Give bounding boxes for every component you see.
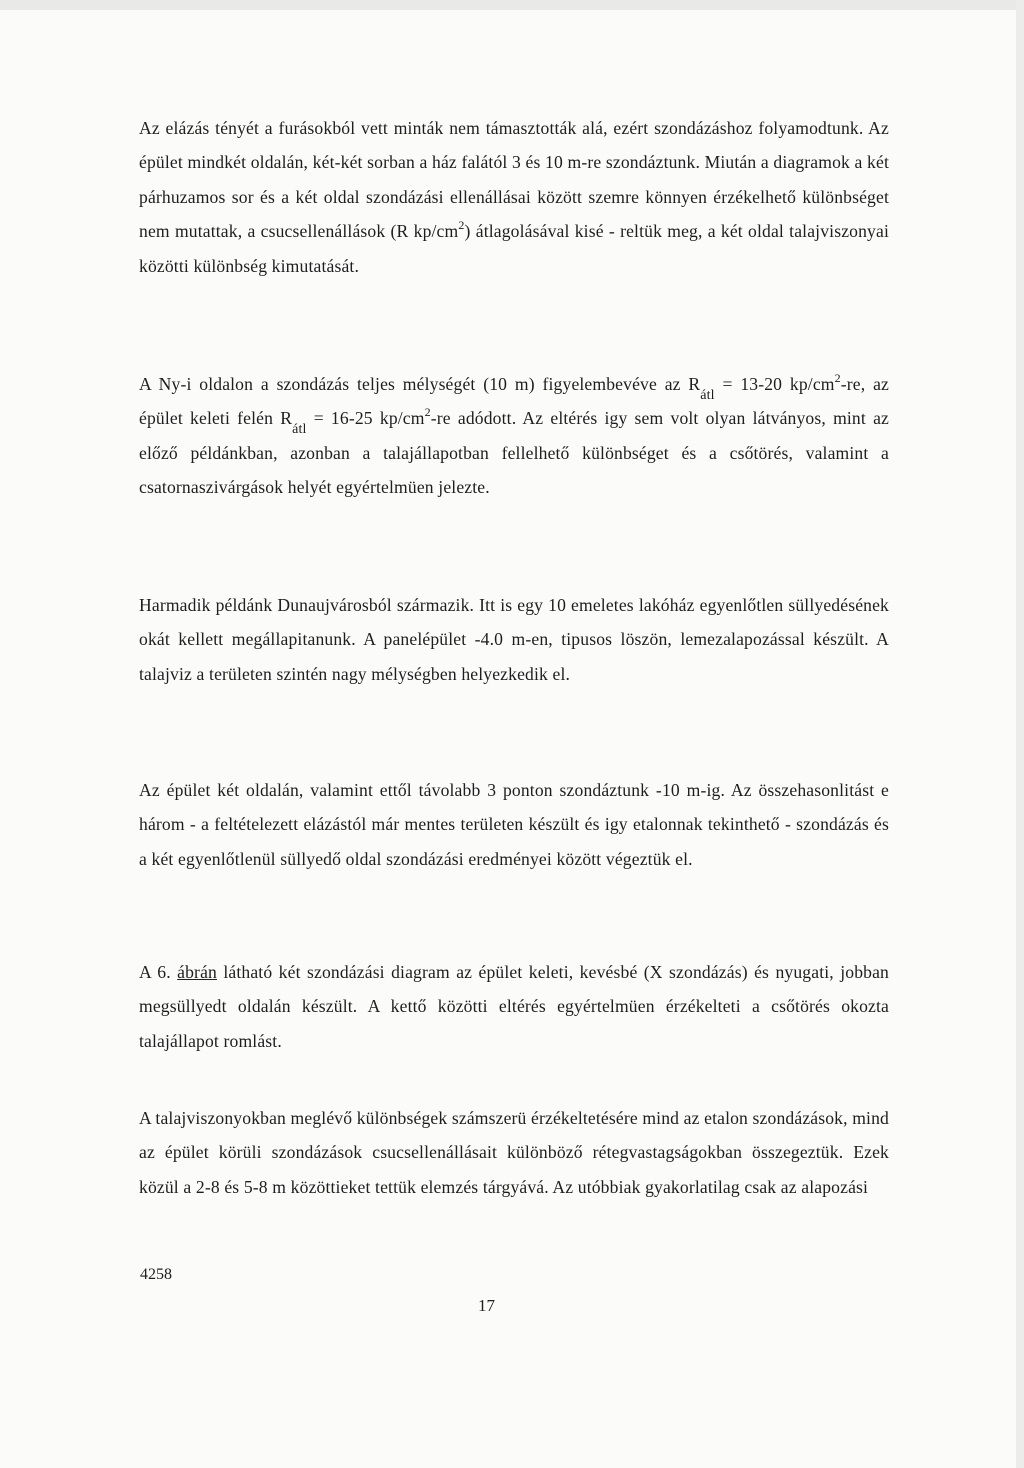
paragraph-text: = 16-25 kp/cm (306, 408, 425, 429)
paragraph-west-east-values (139, 367, 889, 505)
figure-reference: ábrán (177, 962, 217, 982)
paragraph-text: = 13-20 kp/cm (714, 374, 835, 394)
paragraph-text: A Ny-i oldalon a szondázás teljes mélységét (10 m) figyelembevéve az R (139, 374, 701, 394)
paragraph-soaking-evidence (139, 111, 889, 283)
paragraph-text: ) átlagolásával kisé - reltük meg, a két oldal talajviszonyai közötti különbség kimutatását. (139, 221, 889, 276)
scan-edge-top (0, 0, 1024, 10)
subscript: átl (292, 422, 307, 438)
paragraph-third-example: Harmadik példánk Dunaujvárosból származik. Itt is egy 10 emeletes lakóház egyenlőtlen süllyedésének okát kellett megállapitanunk. A panelépület -4.0 m-en, tipusos löszön, lemezalapozással készült. A talajviz a területen szintén nagy mélységben helyezkedik el. (139, 595, 889, 684)
scan-edge-right (1016, 0, 1024, 1468)
paragraph-comparison: Az épület két oldalán, valamint ettől távolabb 3 ponton szondáztunk -10 m-ig. Az összehasonlitást e három - a feltételezett elázástól már mentes területen készült és igy etalonnak tekinthető - szondázás és a két egyenlőtlenül süllyedő oldal szondázási eredményei között végeztük el. (139, 780, 889, 869)
superscript: 2 (424, 405, 431, 420)
superscript: 2 (834, 371, 841, 385)
paragraph-soil-differences: A talajviszonyokban meglévő különbségek számszerü érzékeltetésére mind az etalon szondázások, mind az épület körüli szondázások csucsellenállásait különböző rétegvastagságokban összegeztük. Ezek közül a 2-8 és 5-8 m közöttieket tettük elemzés tárgyává. Az utóbbiak gyakorlatilag csak az alapozási (139, 1108, 889, 1197)
paragraph-text: A 6. (139, 962, 178, 982)
paragraph-text: Az elázás tényét a furásokból vett minták nem támasztották alá, ezért szondázáshoz folyamodtunk. Az épület mindkét oldalán, két-két sorban a ház falától 3 és 10 m-re szondáztunk. Miután a diagramok a két párhuzamos sor és a két oldal szondázási ellenállásai között szemre könnyen érzékelhető különbséget nem mutattak, a csucsellenállások (R kp/cm (139, 118, 889, 242)
paragraph-text: -re adódott. Az eltérés igy sem volt olyan látványos, mint az előző példánkban, azonban a talajállapotban fellelhető különbséget és a csőtörés, valamint a csatornaszivárgások helyét egyértelmüen jelezte. (139, 408, 889, 498)
document-number: 4258 (140, 1266, 172, 1283)
paragraph-text: látható két szondázási diagram az épület keleti, kevésbé (X szondázás) és nyugati, jobban megsüllyedt oldalán készült. A kettő közötti eltérés egyértelmüen érzékelteti a csőtörés okozta talajállapot romlást. (139, 962, 889, 1051)
paragraph-figure-6 (139, 955, 889, 1058)
superscript: 2 (458, 218, 465, 233)
subscript: átl (700, 388, 715, 403)
page-number: 17 (478, 1296, 495, 1315)
paragraph-text: -re, az épület keleti felén R (139, 374, 889, 429)
